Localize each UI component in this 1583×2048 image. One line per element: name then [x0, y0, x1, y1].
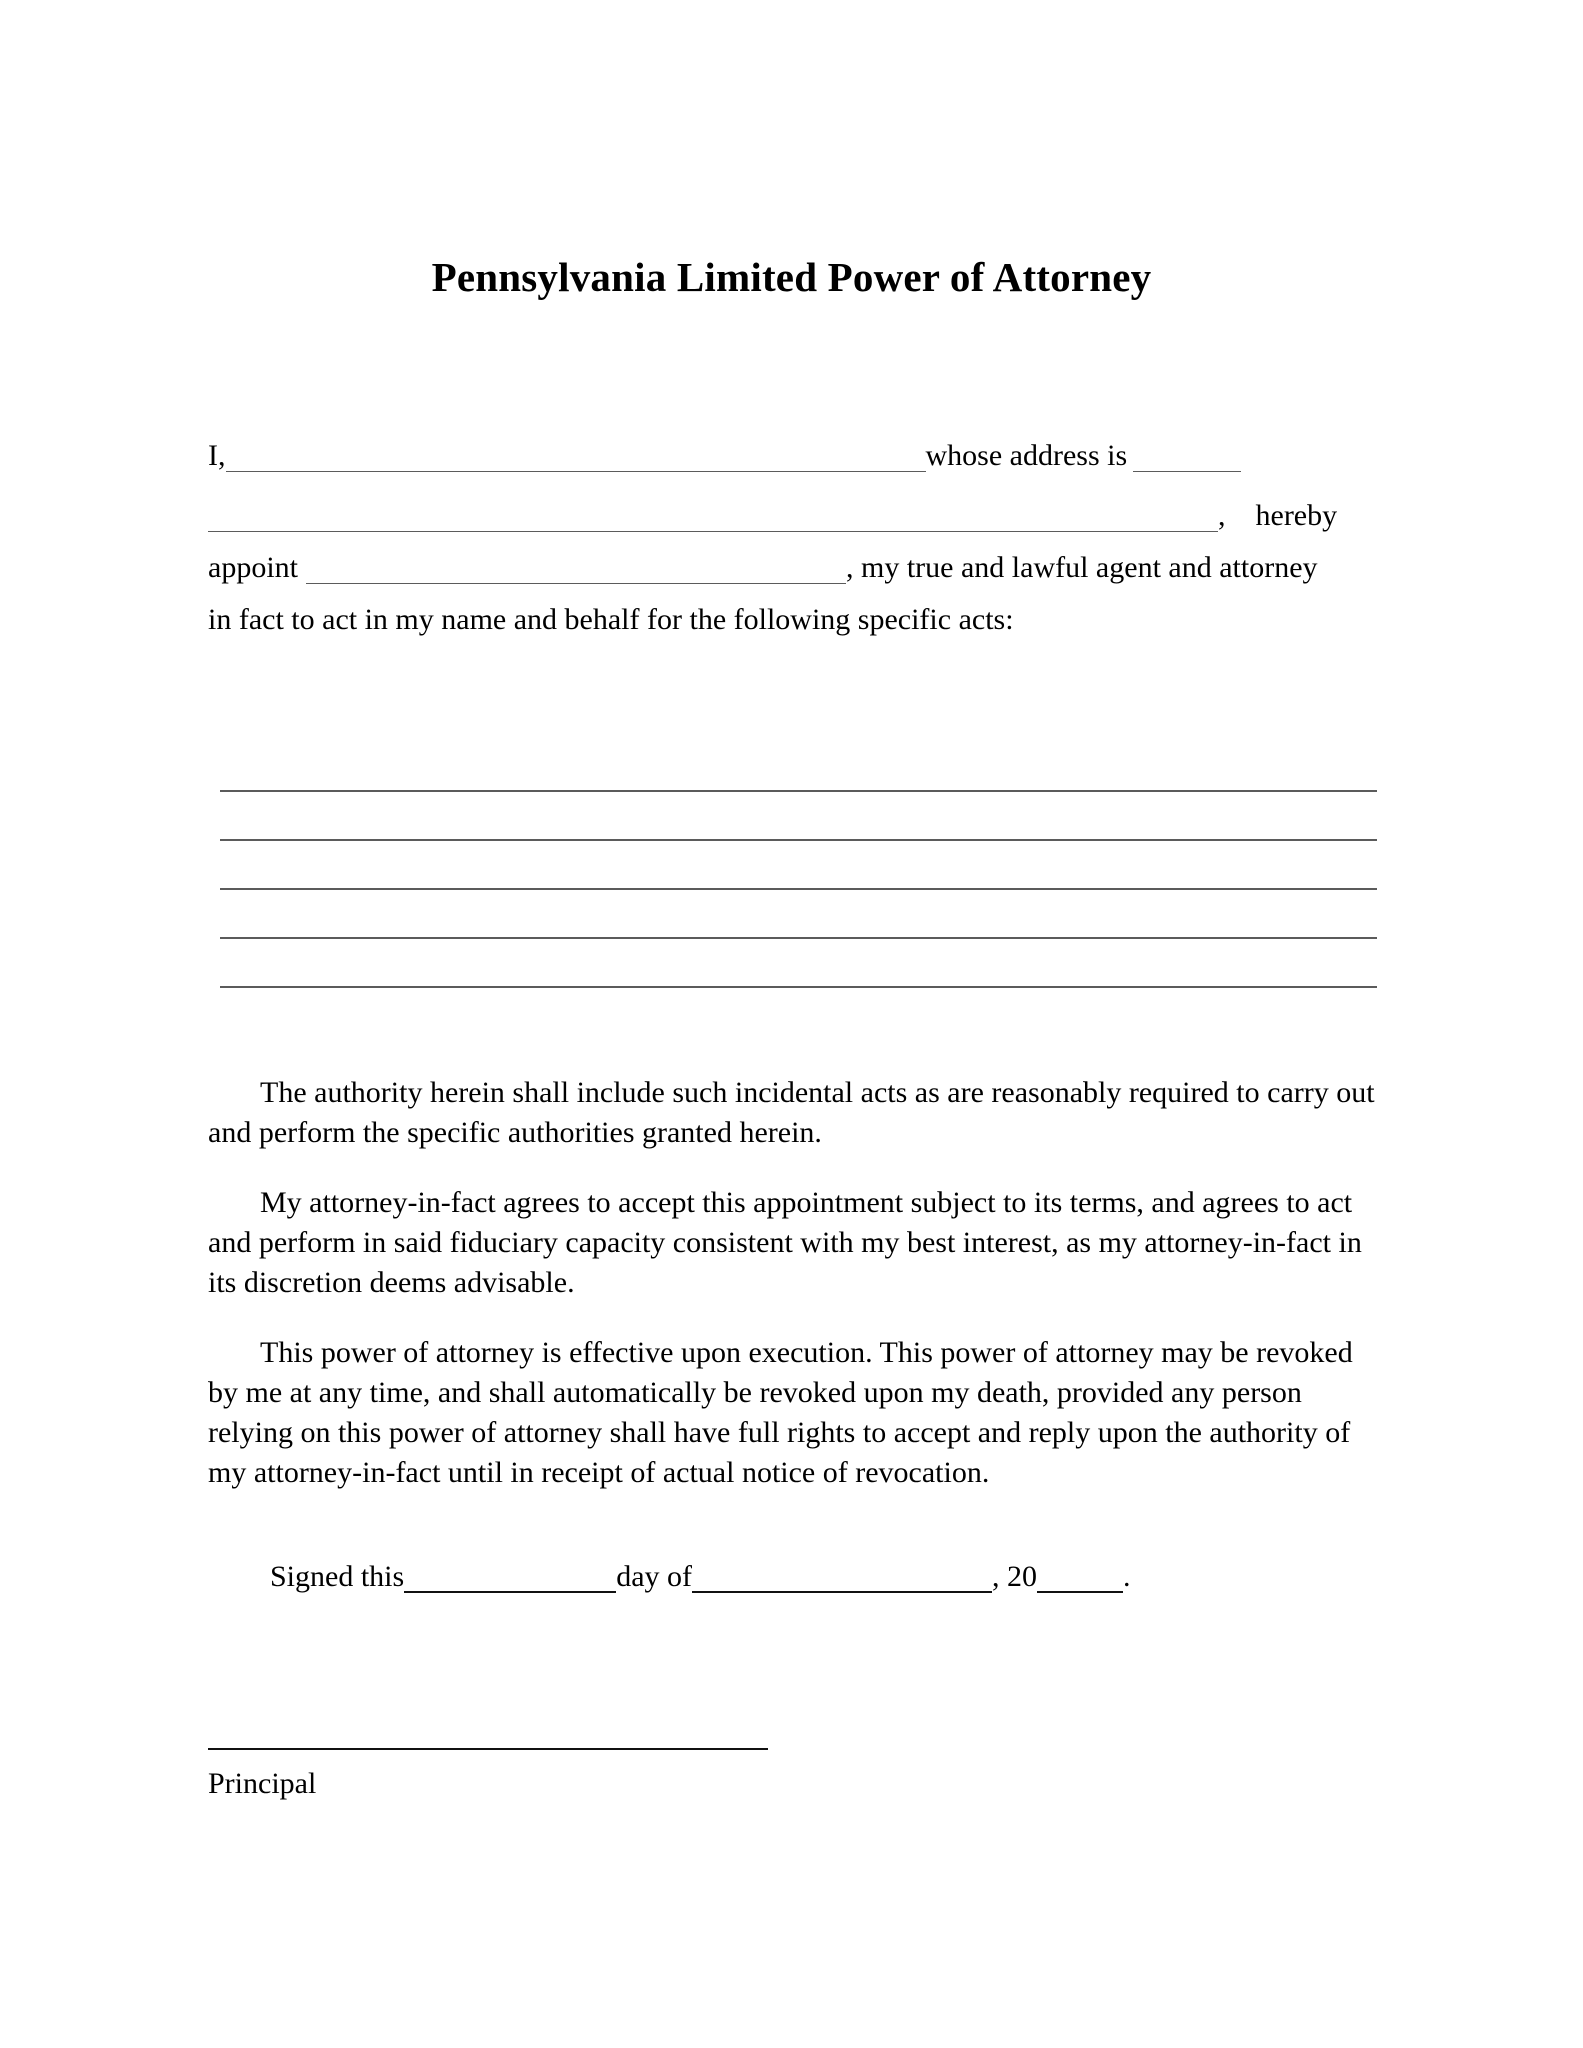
- principal-name-blank[interactable]: [226, 440, 926, 472]
- signed-year-blank[interactable]: [1037, 1560, 1123, 1593]
- intro-line-1-prefix: I,: [208, 439, 226, 472]
- intro-line-3-suffix: , my true and lawful agent and attorney: [846, 551, 1318, 584]
- principal-address-blank-part1[interactable]: [1133, 440, 1241, 472]
- intro-line-2-tail: hereby: [1255, 499, 1338, 532]
- signed-month-blank[interactable]: [692, 1560, 992, 1593]
- agent-name-blank[interactable]: [306, 552, 846, 584]
- specific-acts-line[interactable]: [220, 890, 1377, 939]
- paragraph-acceptance: My attorney-in-fact agrees to accept this appointment subject to its terms, and agrees to act and perform in said fiduciary capacity consistent with my best interest, as my attorney-in-fact in its discretion deems advisable.: [208, 1186, 1362, 1299]
- intro-line-2: [208, 490, 1378, 542]
- signed-this-label: Signed this: [270, 1560, 405, 1593]
- intro-spacer: [208, 482, 1378, 490]
- day-of-label: day of: [616, 1560, 692, 1593]
- specific-acts-line[interactable]: [220, 841, 1377, 890]
- intro-line-2-suffix: ,: [1218, 499, 1226, 532]
- principal-address-blank-part2[interactable]: [208, 500, 1218, 532]
- signed-day-blank[interactable]: [404, 1560, 616, 1593]
- intro-line-3: [208, 542, 1378, 594]
- body-paragraphs: [208, 1073, 1388, 1493]
- specific-acts-line[interactable]: [220, 792, 1377, 841]
- signed-period: .: [1123, 1560, 1131, 1593]
- year-prefix-label: , 20: [992, 1560, 1037, 1593]
- intro-line-1-suffix: whose address is: [925, 439, 1128, 472]
- page-title: Pennsylvania Limited Power of Attorney: [431, 254, 1152, 301]
- principal-signature-line[interactable]: [208, 1748, 768, 1750]
- specific-acts-line[interactable]: [220, 742, 1377, 792]
- intro-block: [208, 430, 1378, 646]
- specific-acts-line[interactable]: [220, 939, 1377, 988]
- intro-line-1: [208, 430, 1378, 482]
- signed-date-line: [270, 1555, 1131, 1599]
- principal-signature-label: Principal: [208, 1767, 317, 1800]
- paragraph-effective-revocation: This power of attorney is effective upon execution. This power of attorney may be revoked by me at any time, and shall automatically be revoked upon my death, provided any person relying on this power of attorney shall have full rights to accept and reply upon the authority of my attorney-in-fact until in receipt of actual notice of revocation.: [208, 1336, 1353, 1489]
- paragraph-authority: The authority herein shall include such incidental acts as are reasonably required to carry out and perform the specific authorities granted herein.: [208, 1076, 1375, 1149]
- specific-acts-write-in-area: [220, 742, 1377, 988]
- intro-line-3-prefix: appoint: [208, 551, 298, 584]
- intro-line-4: in fact to act in my name and behalf for the following specific acts:: [208, 603, 1014, 636]
